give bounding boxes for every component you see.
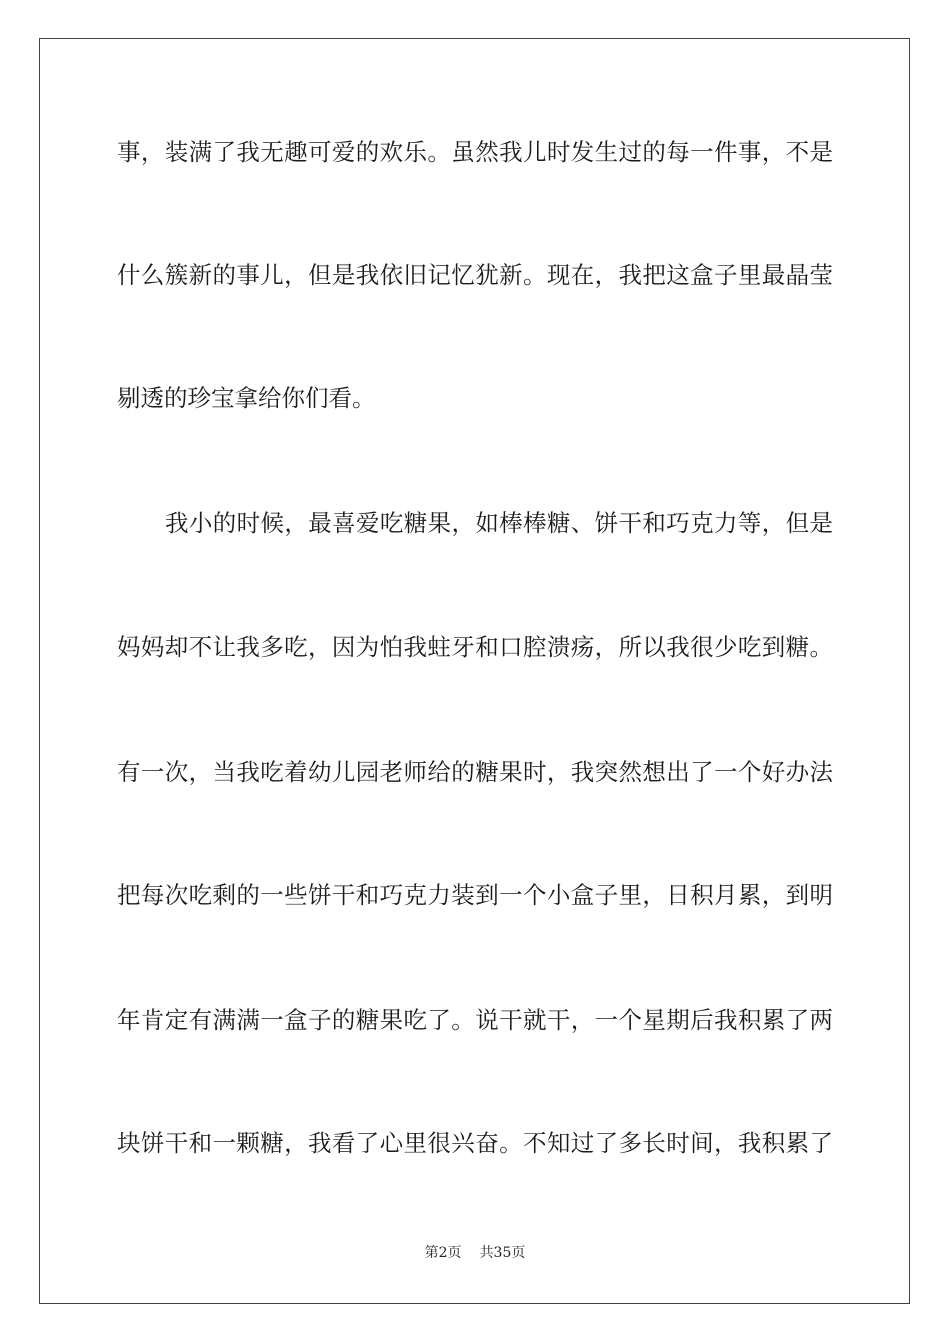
text-line: 有一次，当我吃着幼儿园老师给的糖果时，我突然想出了一个好办法 bbox=[117, 758, 833, 786]
text-line: 事，装满了我无趣可爱的欢乐。虽然我儿时发生过的每一件事，不是 bbox=[117, 138, 833, 166]
text-line: 妈妈却不让我多吃，因为怕我蛀牙和口腔溃疡，所以我很少吃到糖。 bbox=[117, 633, 833, 661]
text-line: 我小的时候，最喜爱吃糖果，如棒棒糖、饼干和巧克力等，但是 bbox=[165, 509, 833, 537]
text-line: 年肯定有满满一盒子的糖果吃了。说干就干，一个星期后我积累了两 bbox=[117, 1006, 833, 1034]
page-number: 第2页 bbox=[424, 1245, 462, 1261]
page-border bbox=[39, 38, 910, 1304]
text-line: 块饼干和一颗糖，我看了心里很兴奋。不知过了多长时间，我积累了 bbox=[117, 1129, 833, 1157]
page-total: 共35页 bbox=[479, 1245, 526, 1261]
text-line: 什么簇新的事儿，但是我依旧记忆犹新。现在，我把这盒子里最晶莹 bbox=[117, 261, 833, 289]
text-line: 把每次吃剩的一些饼干和巧克力装到一个小盒子里，日积月累，到明 bbox=[117, 881, 833, 909]
text-line: 剔透的珍宝拿给你们看。 bbox=[117, 384, 376, 412]
page-footer bbox=[0, 1244, 950, 1262]
